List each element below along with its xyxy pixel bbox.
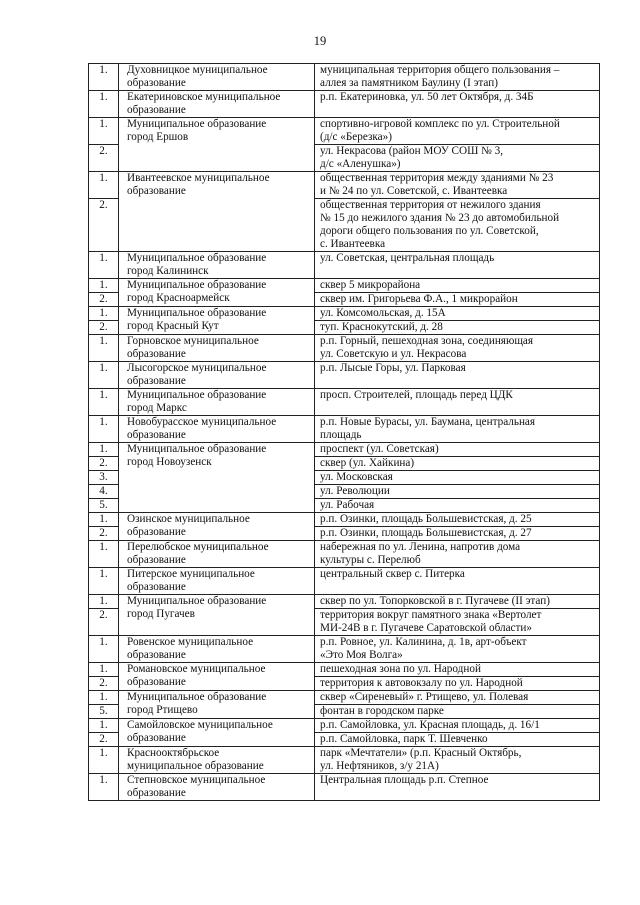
territory-description-line: общественная территория от нежилого здания xyxy=(320,199,541,211)
municipality-name-line: образование xyxy=(127,649,186,661)
territory-description-line: пешеходная зона по ул. Народной xyxy=(320,663,481,675)
municipality-name-line: город Пугачев xyxy=(127,608,195,620)
municipality-cell xyxy=(119,443,315,513)
table-row xyxy=(89,279,600,293)
territory-cell xyxy=(315,513,600,527)
territory-cell xyxy=(315,499,600,513)
municipality-name-line: муниципальное образование xyxy=(127,760,264,772)
row-number-cell: 2. xyxy=(89,321,119,335)
municipality-name-line: Муниципальное образование xyxy=(127,279,267,291)
territory-cell xyxy=(315,774,600,801)
municipality-name-line: Муниципальное образование xyxy=(127,443,267,455)
municipality-name-line: Муниципальное образование xyxy=(127,252,267,264)
row-number-cell: 1. xyxy=(89,568,119,595)
territory-cell xyxy=(315,362,600,389)
territory-description-line: р.п. Самойловка, ул. Красная площадь, д. 16/1 xyxy=(320,719,540,731)
territory-description-line: ул. Нефтяников, з/у 21А) xyxy=(320,760,439,772)
table-row xyxy=(89,307,600,321)
row-number-cell: 2. xyxy=(89,145,119,172)
row-number-cell: 1. xyxy=(89,774,119,801)
territory-cell xyxy=(315,252,600,279)
territory-description-line: ул. Советская, центральная площадь xyxy=(320,252,495,264)
table-row xyxy=(89,568,600,595)
municipality-name-line: Романовское муниципальное xyxy=(127,663,266,675)
row-number-cell: 1. xyxy=(89,389,119,416)
row-number-cell: 5. xyxy=(89,705,119,719)
territory-cell xyxy=(315,719,600,733)
table-row xyxy=(89,663,600,677)
territory-description-line: ул. Советскую и ул. Некрасова xyxy=(320,348,467,360)
municipality-name-line: образование xyxy=(127,732,186,744)
territory-description-line: ул. Комсомольская, д. 15А xyxy=(320,307,446,319)
territory-cell xyxy=(315,541,600,568)
municipality-name-line: Духовницкое муниципальное xyxy=(127,64,268,76)
municipality-name-line: образование xyxy=(127,554,186,566)
table-body xyxy=(89,64,600,801)
table-row xyxy=(89,747,600,774)
row-number-cell: 1. xyxy=(89,595,119,609)
territory-description-line: р.п. Озинки, площадь Большевистская, д. 25 xyxy=(320,513,532,525)
territory-description-line: общественная территория между зданиями № 23 xyxy=(320,172,554,184)
territory-description-line: р.п. Ровное, ул. Калинина, д. 1в, арт-объект xyxy=(320,636,527,648)
territory-description-line: сквер по ул. Топорковской в г. Пугачеве (II этап) xyxy=(320,595,550,607)
row-number-cell: 2. xyxy=(89,733,119,747)
municipality-cell xyxy=(119,389,315,416)
row-number-cell: 1. xyxy=(89,513,119,527)
row-number-cell: 1. xyxy=(89,335,119,362)
table-row xyxy=(89,541,600,568)
municipality-name-line: образование xyxy=(127,185,186,197)
municipality-name-line: Степновское муниципальное xyxy=(127,774,266,786)
territory-cell xyxy=(315,747,600,774)
municipality-cell xyxy=(119,172,315,252)
territory-cell xyxy=(315,705,600,719)
territory-description-line: МИ-24В в г. Пугачеве Саратовской области» xyxy=(320,622,532,634)
table-row xyxy=(89,691,600,705)
row-number-cell: 1. xyxy=(89,747,119,774)
territory-cell xyxy=(315,677,600,691)
municipality-name-line: город Красный Кут xyxy=(127,320,219,332)
territory-description-line: ул. Некрасова (район МОУ СОШ № 3, xyxy=(320,145,504,157)
territory-description-line: р.п. Новые Бурасы, ул. Баумана, центральная xyxy=(320,416,536,428)
territory-description-line: фонтан в городском парке xyxy=(320,705,444,717)
municipality-name-line: город Ершов xyxy=(127,131,189,143)
table-row xyxy=(89,774,600,801)
territories-table xyxy=(88,63,600,801)
territory-description-line: ул. Революции xyxy=(320,485,390,497)
territory-cell xyxy=(315,663,600,677)
row-number-cell: 1. xyxy=(89,118,119,145)
table-row xyxy=(89,636,600,663)
territory-description-line: д/с «Аленушка») xyxy=(320,158,401,170)
row-number-cell: 3. xyxy=(89,471,119,485)
territory-description-line: сквер (ул. Хайкина) xyxy=(320,457,415,469)
municipality-cell xyxy=(119,307,315,335)
row-number-cell: 4. xyxy=(89,485,119,499)
municipality-name-line: образование xyxy=(127,104,186,116)
municipality-cell xyxy=(119,64,315,91)
municipality-name-line: образование xyxy=(127,375,186,387)
territory-cell xyxy=(315,443,600,457)
territory-cell xyxy=(315,335,600,362)
municipality-name-line: образование xyxy=(127,348,186,360)
municipality-name-line: образование xyxy=(127,787,186,799)
row-number-cell: 2. xyxy=(89,199,119,252)
municipality-cell xyxy=(119,719,315,747)
municipality-cell xyxy=(119,279,315,307)
table-row xyxy=(89,335,600,362)
municipality-name-line: город Калининск xyxy=(127,265,209,277)
municipality-name-line: Озинское муниципальное xyxy=(127,513,250,525)
page-number: 19 xyxy=(313,34,327,48)
row-number-cell: 2. xyxy=(89,527,119,541)
municipality-cell xyxy=(119,595,315,636)
municipality-cell xyxy=(119,747,315,774)
municipality-cell xyxy=(119,691,315,719)
territory-description-line: р.п. Озинки, площадь Большевистская, д. 27 xyxy=(320,527,532,539)
territory-description-line: № 15 до нежилого здания № 23 до автомобильной xyxy=(320,212,560,224)
table-row xyxy=(89,91,600,118)
municipality-name-line: город Красноармейск xyxy=(127,292,230,304)
territory-description-line: и № 24 по ул. Советской, с. Ивантеевка xyxy=(320,185,508,197)
row-number-cell: 1. xyxy=(89,636,119,663)
territory-cell xyxy=(315,527,600,541)
territory-description-line: р.п. Горный, пешеходная зона, соединяющая xyxy=(320,335,534,347)
territory-description-line: просп. Строителей, площадь перед ЦДК xyxy=(320,389,513,401)
municipality-name-line: Ровенское муниципальное xyxy=(127,636,254,648)
municipality-cell xyxy=(119,513,315,541)
table-row xyxy=(89,64,600,91)
municipality-name-line: город Маркс xyxy=(127,402,187,414)
territory-cell xyxy=(315,293,600,307)
municipality-name-line: образование xyxy=(127,581,186,593)
table-row xyxy=(89,513,600,527)
territory-cell xyxy=(315,568,600,595)
municipality-name-line: образование xyxy=(127,429,186,441)
territory-cell xyxy=(315,457,600,471)
territory-description-line: Центральная площадь р.п. Степное xyxy=(320,774,489,786)
municipality-name-line: Перелюбское муниципальное xyxy=(127,541,269,553)
row-number-cell: 1. xyxy=(89,279,119,293)
territory-cell xyxy=(315,389,600,416)
row-number-cell: 1. xyxy=(89,416,119,443)
territory-cell xyxy=(315,172,600,199)
municipality-name-line: Екатериновское муниципальное xyxy=(127,91,281,103)
territory-description-line: дороги общего пользования по ул. Советской, xyxy=(320,225,539,237)
territory-description-line: набережная по ул. Ленина, напротив дома xyxy=(320,541,521,553)
territory-description-line: «Это Моя Волга» xyxy=(320,649,403,661)
territory-description-line: р.п. Самойловка, парк Т. Шевченко xyxy=(320,733,488,745)
territory-description-line: сквер 5 микрорайона xyxy=(320,279,421,291)
municipality-name-line: Краснооктябрьское xyxy=(127,747,220,759)
territory-description-line: проспект (ул. Советская) xyxy=(320,443,439,455)
row-number-cell: 1. xyxy=(89,172,119,199)
row-number-cell: 2. xyxy=(89,609,119,636)
municipality-name-line: Муниципальное образование xyxy=(127,307,267,319)
territory-description-line: туп. Краснокутский, д. 28 xyxy=(320,321,443,333)
municipality-name-line: город Ртищево xyxy=(127,704,198,716)
row-number-cell: 1. xyxy=(89,307,119,321)
territory-description-line: сквер «Сиреневый» г. Ртищево, ул. Полевая xyxy=(320,691,529,703)
territory-cell xyxy=(315,471,600,485)
territory-cell xyxy=(315,609,600,636)
municipality-name-line: Ивантеевское муниципальное xyxy=(127,172,270,184)
territory-description-line: ул. Московская xyxy=(320,471,393,483)
municipality-cell xyxy=(119,91,315,118)
municipality-name-line: Новобурасское муниципальное xyxy=(127,416,277,428)
row-number-cell: 1. xyxy=(89,252,119,279)
table-row xyxy=(89,362,600,389)
territory-cell xyxy=(315,307,600,321)
municipality-name-line: Питерское муниципальное xyxy=(127,568,255,580)
municipality-cell xyxy=(119,636,315,663)
territory-cell xyxy=(315,485,600,499)
municipality-name-line: образование xyxy=(127,526,186,538)
territory-description-line: спортивно-игровой комплекс по ул. Строительной xyxy=(320,118,560,130)
municipality-name-line: Горновское муниципальное xyxy=(127,335,259,347)
municipality-name-line: Муниципальное образование xyxy=(127,389,267,401)
municipality-cell xyxy=(119,663,315,691)
municipality-name-line: Муниципальное образование xyxy=(127,691,267,703)
territory-description-line: с. Ивантеевка xyxy=(320,238,386,250)
territory-description-line: ул. Рабочая xyxy=(320,499,375,511)
territory-description-line: центральный сквер с. Питерка xyxy=(320,568,465,580)
territory-description-line: аллея за памятником Баулину (I этап) xyxy=(320,77,498,89)
table-row xyxy=(89,595,600,609)
row-number-cell: 1. xyxy=(89,719,119,733)
row-number-cell: 2. xyxy=(89,457,119,471)
territory-description-line: (д/с «Березка») xyxy=(320,131,392,143)
territory-cell xyxy=(315,199,600,252)
territory-description-line: площадь xyxy=(320,429,362,441)
municipality-cell xyxy=(119,568,315,595)
territory-cell xyxy=(315,91,600,118)
territory-cell xyxy=(315,733,600,747)
table-row xyxy=(89,719,600,733)
territory-cell xyxy=(315,145,600,172)
territory-cell xyxy=(315,595,600,609)
table-row xyxy=(89,118,600,145)
row-number-cell: 1. xyxy=(89,443,119,457)
territory-cell xyxy=(315,279,600,293)
territory-description-line: парк «Мечтатели» (р.п. Красный Октябрь, xyxy=(320,747,522,759)
row-number-cell: 5. xyxy=(89,499,119,513)
territory-cell xyxy=(315,64,600,91)
territory-cell xyxy=(315,691,600,705)
row-number-cell: 1. xyxy=(89,663,119,677)
territory-description-line: сквер им. Григорьева Ф.А., 1 микрорайон xyxy=(320,293,518,305)
row-number-cell: 1. xyxy=(89,541,119,568)
row-number-cell: 1. xyxy=(89,91,119,118)
territory-cell xyxy=(315,416,600,443)
territory-description-line: р.п. Лысые Горы, ул. Парковая xyxy=(320,362,466,374)
row-number-cell: 1. xyxy=(89,691,119,705)
row-number-cell: 1. xyxy=(89,64,119,91)
territory-description-line: р.п. Екатериновка, ул. 50 лет Октября, д. 34Б xyxy=(320,91,534,103)
municipality-cell xyxy=(119,118,315,172)
municipality-cell xyxy=(119,362,315,389)
table-row xyxy=(89,172,600,199)
row-number-cell: 2. xyxy=(89,293,119,307)
municipality-name-line: Муниципальное образование xyxy=(127,118,267,130)
territory-description-line: территория к автовокзалу по ул. Народной xyxy=(320,677,523,689)
territory-description-line: территория вокруг памятного знака «Вертолет xyxy=(320,609,542,621)
table-row xyxy=(89,252,600,279)
territory-cell xyxy=(315,321,600,335)
table-row xyxy=(89,416,600,443)
municipality-cell xyxy=(119,252,315,279)
municipality-name-line: Самойловское муниципальное xyxy=(127,719,273,731)
municipality-name-line: образование xyxy=(127,77,186,89)
municipality-cell xyxy=(119,416,315,443)
row-number-cell: 1. xyxy=(89,362,119,389)
row-number-cell: 2. xyxy=(89,677,119,691)
territory-cell xyxy=(315,636,600,663)
municipality-cell xyxy=(119,541,315,568)
municipality-cell xyxy=(119,774,315,801)
territory-description-line: культуры с. Перелюб xyxy=(320,554,421,566)
table-row xyxy=(89,389,600,416)
municipality-name-line: город Новоузенск xyxy=(127,456,212,468)
table-row xyxy=(89,443,600,457)
territory-description-line: муниципальная территория общего пользования – xyxy=(320,64,560,76)
municipality-name-line: Лысогорское муниципальное xyxy=(127,362,267,374)
municipality-cell xyxy=(119,335,315,362)
territory-cell xyxy=(315,118,600,145)
municipality-name-line: образование xyxy=(127,676,186,688)
municipality-name-line: Муниципальное образование xyxy=(127,595,267,607)
